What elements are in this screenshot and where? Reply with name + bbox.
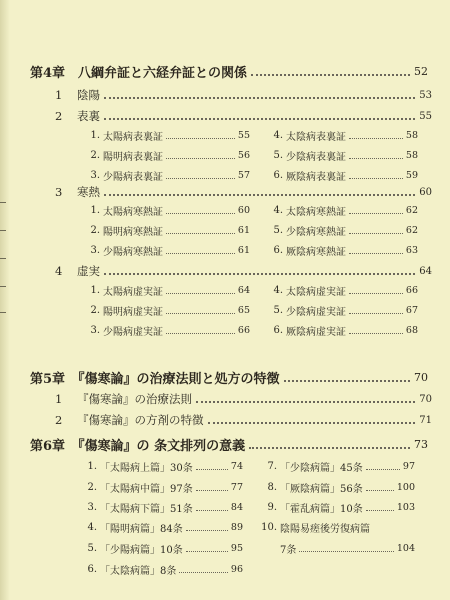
dot-leader: [166, 293, 235, 294]
subsection-title: 「厥陰病篇」56条: [280, 484, 363, 495]
subsection-number: 5.: [273, 150, 283, 161]
section-entry[interactable]: [0, 412, 450, 428]
page-number: 96: [230, 564, 243, 575]
dot-leader: [166, 333, 235, 334]
subsection-number: 5.: [273, 225, 283, 236]
subsection-entry[interactable]: [80, 223, 250, 238]
subsection-title: 陰陽易瘥後労復病篇: [280, 524, 370, 535]
subsection-title: 太陰病虚実証: [286, 287, 346, 298]
section-entry[interactable]: [0, 108, 450, 124]
subsection-number: 1.: [87, 461, 97, 472]
subsection-number: 9.: [267, 502, 277, 513]
subsection-entry[interactable]: [75, 480, 243, 495]
subsection-title: 少陰病寒熱証: [286, 227, 346, 238]
dot-leader: [166, 138, 235, 139]
subsection-number: 6.: [87, 564, 97, 575]
page-number: 64: [419, 265, 432, 277]
dot-leader: [196, 510, 228, 511]
page-number: 84: [230, 502, 243, 513]
chapter-entry[interactable]: [0, 62, 450, 81]
page-number: 62: [405, 205, 418, 216]
dot-leader: [366, 510, 394, 511]
dot-leader: [104, 194, 415, 196]
subsection-title: 厥陰病虚実証: [286, 327, 346, 338]
page-number: 103: [396, 502, 415, 513]
section-entry[interactable]: [0, 184, 450, 200]
section-title: 陰陽: [77, 88, 100, 102]
dot-leader: [186, 530, 228, 531]
dot-leader: [349, 213, 403, 214]
page-number: 60: [419, 186, 432, 198]
section-number: 2: [55, 413, 63, 427]
subsection-number: 4.: [273, 205, 283, 216]
subsection-entry[interactable]: [80, 283, 250, 298]
subsection-entry[interactable]: [80, 203, 250, 218]
dot-leader: [179, 572, 228, 573]
page-number: 66: [237, 325, 250, 336]
section-number: 2: [55, 109, 63, 123]
subsection-number: 5.: [87, 543, 97, 554]
subsection-entry[interactable]: [263, 223, 418, 238]
page-number: 73: [414, 438, 428, 451]
subsection-number: 4.: [273, 130, 283, 141]
page-number: 62: [405, 225, 418, 236]
subsection-entry[interactable]: [255, 480, 415, 495]
subsection-entry[interactable]: [255, 541, 415, 556]
subsection-number: 2.: [90, 225, 100, 236]
subsection-entry[interactable]: [80, 323, 250, 338]
dot-leader: [196, 469, 228, 470]
page-number: 58: [405, 150, 418, 161]
page-number: 58: [405, 130, 418, 141]
subsection-title: 「太陽病下篇」51条: [100, 504, 193, 515]
dot-leader: [166, 213, 235, 214]
subsection-title: 「霍乱病篇」10条: [280, 504, 363, 515]
section-number: 4: [55, 264, 63, 278]
subsection-entry[interactable]: [263, 128, 418, 143]
subsection-title: 陽明病寒熱証: [103, 227, 163, 238]
dot-leader: [196, 401, 415, 403]
page-number: 55: [419, 110, 432, 122]
subsection-entry[interactable]: [263, 203, 418, 218]
subsection-number: 2.: [87, 482, 97, 493]
subsection-title: 少陽病表裏証: [103, 172, 163, 183]
subsection-title: 太陽病虚実証: [103, 287, 163, 298]
dot-leader: [349, 253, 403, 254]
subsection-entry[interactable]: [263, 323, 418, 338]
section-title: 寒熱: [77, 185, 100, 199]
subsection-entry[interactable]: [80, 168, 250, 183]
dot-leader: [104, 97, 415, 99]
subsection-title: 「太陰病篇」8条: [100, 566, 177, 577]
subsection-entry[interactable]: [263, 168, 418, 183]
page-number: 70: [414, 371, 428, 384]
section-entry[interactable]: [0, 263, 450, 279]
dot-leader: [196, 490, 228, 491]
subsection-number: 8.: [267, 482, 277, 493]
page-number: 60: [237, 205, 250, 216]
dot-leader: [166, 253, 235, 254]
section-number: 1: [55, 392, 63, 406]
page-number: 104: [396, 543, 415, 554]
subsection-title: 太陰病寒熱証: [286, 207, 346, 218]
subsection-entry[interactable]: [263, 148, 418, 163]
page-number: 65: [237, 305, 250, 316]
subsection-number: 3.: [90, 325, 100, 336]
chapter-title: 第6章 『傷寒論』の 条文排列の意義: [30, 439, 246, 454]
section-number: 1: [55, 88, 63, 102]
dot-leader: [104, 273, 415, 275]
page-number: 63: [405, 245, 418, 256]
dot-leader: [366, 469, 400, 470]
dot-leader: [166, 178, 235, 179]
section-title: 『傷寒論』の治療法則: [77, 392, 192, 406]
subsection-title: 「陽明病篇」84条: [100, 524, 183, 535]
subsection-number: 6.: [273, 170, 283, 181]
dot-leader: [349, 178, 403, 179]
page-number: 68: [405, 325, 418, 336]
section-title: 表裏: [77, 109, 100, 123]
chapter-title: 第5章 『傷寒論』の治療法則と処方の特徴: [30, 372, 280, 387]
dot-leader: [349, 333, 403, 334]
subsection-entry[interactable]: [80, 243, 250, 258]
section-number: 3: [55, 185, 63, 199]
subsection-title: 「太陽病上篇」30条: [100, 463, 193, 474]
subsection-entry[interactable]: [80, 303, 250, 318]
subsection-number: 1.: [90, 205, 100, 216]
section-title: 虚実: [77, 264, 100, 278]
dot-leader: [104, 118, 415, 120]
subsection-title: 太陽病寒熱証: [103, 207, 163, 218]
subsection-title: 「少陰病篇」45条: [280, 463, 363, 474]
page-number: 57: [237, 170, 250, 181]
page-number: 64: [237, 285, 250, 296]
subsection-title: 少陰病表裏証: [286, 152, 346, 163]
dot-leader: [186, 551, 228, 552]
dot-leader: [166, 233, 235, 234]
dot-leader: [249, 447, 410, 449]
subsection-entry[interactable]: [263, 283, 418, 298]
dot-leader: [366, 490, 394, 491]
page-number: 67: [405, 305, 418, 316]
subsection-number: 1.: [90, 130, 100, 141]
subsection-entry[interactable]: [80, 128, 250, 143]
subsection-title: 太陰病表裏証: [286, 132, 346, 143]
section-entry[interactable]: [0, 391, 450, 407]
dot-leader: [349, 138, 403, 139]
dot-leader: [349, 158, 403, 159]
section-entry[interactable]: [0, 87, 450, 103]
subsection-number: 3.: [90, 170, 100, 181]
subsection-title: 少陽病寒熱証: [103, 247, 163, 258]
subsection-number: 1.: [90, 285, 100, 296]
page-number: 95: [230, 543, 243, 554]
page-number: 97: [402, 461, 415, 472]
page-number: 71: [419, 414, 432, 426]
subsection-number: 3.: [87, 502, 97, 513]
section-title: 『傷寒論』の方剤の特徴: [77, 413, 204, 427]
page-number: 100: [396, 482, 415, 493]
subsection-number: 6.: [273, 325, 283, 336]
page-number: 66: [405, 285, 418, 296]
page-number: 61: [237, 245, 250, 256]
subsection-entry[interactable]: [75, 459, 243, 474]
subsection-entry[interactable]: [75, 562, 243, 577]
dot-leader: [208, 422, 416, 424]
page-number: 55: [237, 130, 250, 141]
page-number: 70: [419, 393, 432, 405]
dot-leader: [251, 74, 410, 76]
subsection-number: 4.: [87, 522, 97, 533]
subsection-title: 「少陽病篇」10条: [100, 545, 183, 556]
dot-leader: [166, 313, 235, 314]
dot-leader: [166, 158, 235, 159]
subsection-entry[interactable]: [255, 500, 415, 515]
page-number: 74: [230, 461, 243, 472]
page-number: 61: [237, 225, 250, 236]
subsection-entry[interactable]: [255, 520, 415, 535]
subsection-entry[interactable]: [75, 541, 243, 556]
subsection-title: 「太陽病中篇」97条: [100, 484, 193, 495]
chapter-entry[interactable]: [0, 368, 450, 387]
subsection-entry[interactable]: [255, 459, 415, 474]
subsection-title: 7条: [280, 545, 297, 556]
subsection-number: 5.: [273, 305, 283, 316]
subsection-entry[interactable]: [75, 500, 243, 515]
subsection-number: 10.: [261, 522, 277, 533]
page-number: 56: [237, 150, 250, 161]
page-number: 53: [419, 89, 432, 101]
page-number: 52: [414, 65, 428, 78]
dot-leader: [299, 551, 393, 552]
subsection-title: 太陽病表裏証: [103, 132, 163, 143]
subsection-number: 6.: [273, 245, 283, 256]
page-number: 59: [405, 170, 418, 181]
subsection-entry[interactable]: [263, 303, 418, 318]
subsection-entry[interactable]: [263, 243, 418, 258]
subsection-entry[interactable]: [75, 520, 243, 535]
dot-leader: [349, 293, 403, 294]
subsection-number: 7.: [267, 461, 277, 472]
dot-leader: [349, 313, 403, 314]
subsection-number: 2.: [90, 150, 100, 161]
subsection-title: 少陽病虚実証: [103, 327, 163, 338]
subsection-entry[interactable]: [80, 148, 250, 163]
subsection-number: 2.: [90, 305, 100, 316]
subsection-title: 陽明病表裏証: [103, 152, 163, 163]
subsection-number: 4.: [273, 285, 283, 296]
subsection-title: 厥陰病寒熱証: [286, 247, 346, 258]
subsection-number: 3.: [90, 245, 100, 256]
chapter-entry[interactable]: [0, 435, 450, 454]
page-number: 77: [230, 482, 243, 493]
page-number: 89: [230, 522, 243, 533]
dot-leader: [284, 380, 410, 382]
subsection-title: 陽明病虚実証: [103, 307, 163, 318]
subsection-title: 厥陰病表裏証: [286, 172, 346, 183]
subsection-title: 少陰病虚実証: [286, 307, 346, 318]
chapter-title: 第4章 八綱弁証と六経弁証との関係: [30, 66, 248, 81]
dot-leader: [349, 233, 403, 234]
